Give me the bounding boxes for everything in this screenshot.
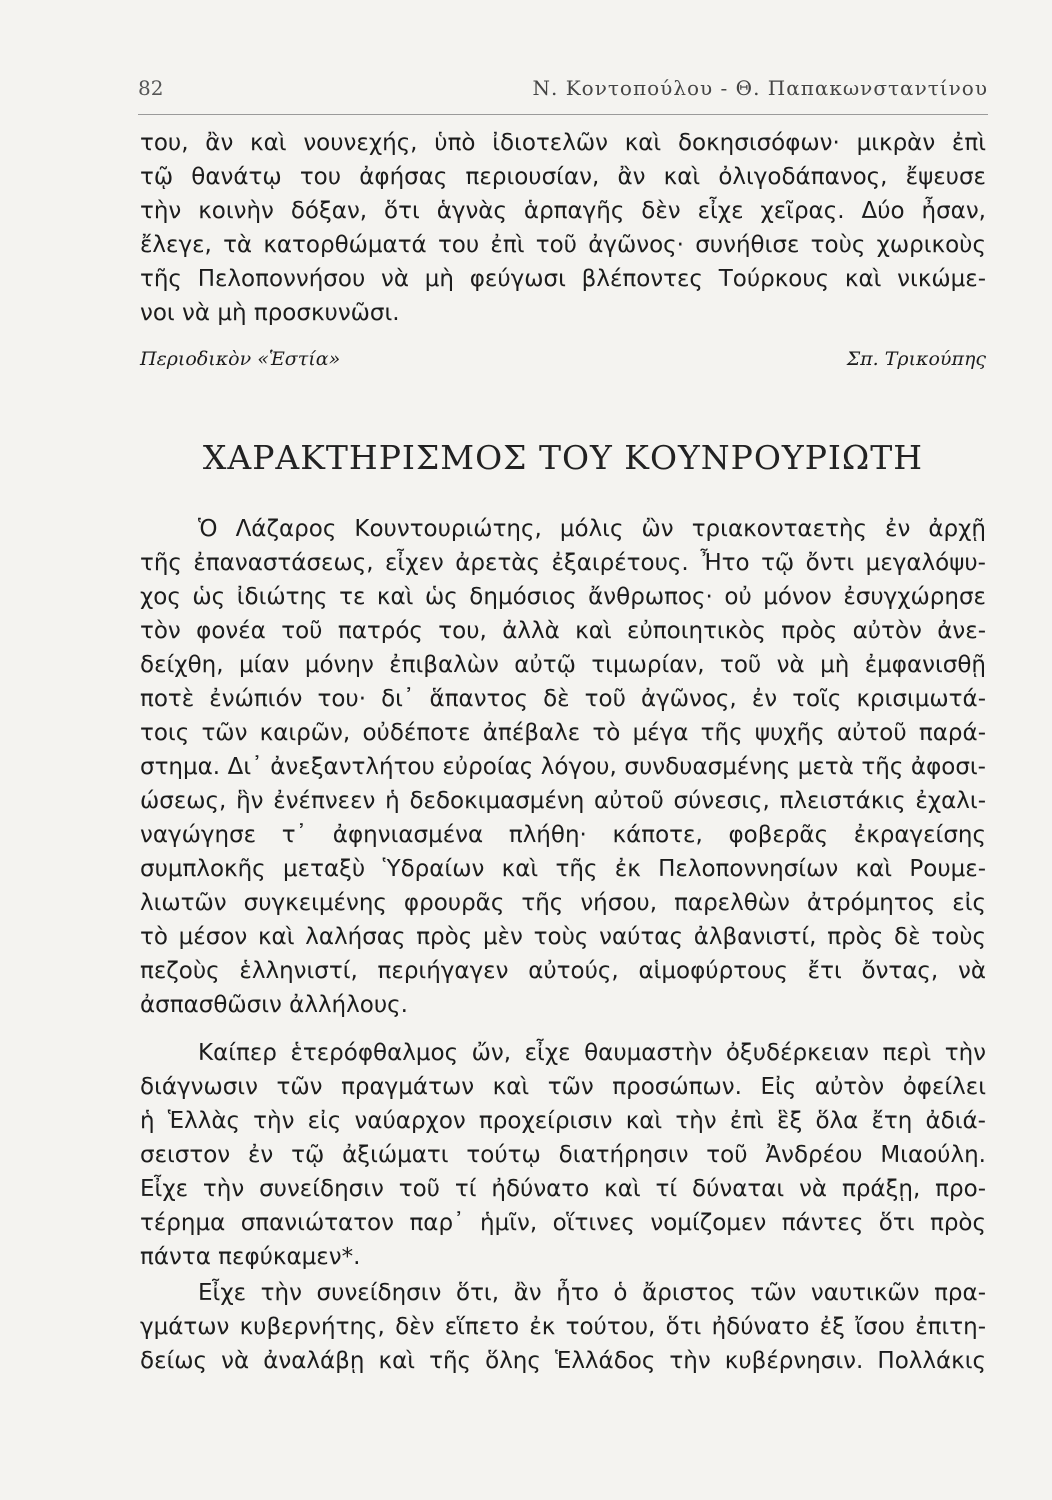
- text-line: ἡ Ἑλλὰς τὴν εἰς ναύαρχον προχείρισιν καὶ τὴν ἐπὶ ἓξ ὅλα ἔτη ἀδιά-: [140, 1108, 986, 1134]
- page-number: 82: [138, 76, 164, 100]
- text-line: ώσεως, ἣν ἐνέπνεεν ἡ δεδοκιμασμένη αὐτοῦ σύνεσις, πλειστάκις ἐχαλι-: [140, 788, 986, 814]
- text-line: Ὁ Λάζαρος Κουντουριώτης, μόλις ὢν τριακονταετὴς ἐν ἀρχῇ: [198, 516, 986, 542]
- text-line: τὴν κοινὴν δόξαν, ὅτι ἁγνὰς ἁρπαγῆς δὲν εἶχε χεῖρας. Δύο ἦσαν,: [140, 198, 986, 224]
- text-line: τὸ μέσον καὶ λαλήσας πρὸς μὲν τοὺς ναύτας ἀλβανιστί, πρὸς δὲ τοὺς: [140, 924, 986, 950]
- text-line: σειστον ἐν τῷ ἀξιώματι τούτῳ διατήρησιν τοῦ Ἀνδρέου Μιαούλη.: [140, 1142, 986, 1168]
- source-citation: [140, 344, 986, 376]
- paragraph-2: [140, 1036, 986, 1274]
- section-title: ΧΑΡΑΚΤΗΡΙΣΜΟΣ ΤΟΥ ΚΟΥΝΡΟΥΡΙΩΤΗ: [202, 438, 924, 477]
- page-header: [138, 74, 988, 115]
- text-line: τῆς Πελοποννήσου νὰ μὴ φεύγωσι βλέποντες Τούρκους καὶ νικώμε-: [140, 266, 986, 292]
- text-line: Εἶχε τὴν συνείδησιν τοῦ τί ἠδύνατο καὶ τί δύναται νὰ πράξῃ, προ-: [140, 1176, 986, 1202]
- text-line: στημα. Δι᾽ ἀνεξαντλήτου εὐροίας λόγου, συνδυασμένης μετὰ τῆς ἀφοσι-: [140, 754, 986, 780]
- source-periodical: Περιοδικὸν «Ἑστία»: [140, 348, 341, 370]
- text-line: τοις τῶν καιρῶν, οὐδέποτε ἀπέβαλε τὸ μέγα τῆς ψυχῆς αὐτοῦ παρά-: [140, 720, 986, 746]
- text-line: ναγώγησε τ᾽ ἀφηνιασμένα πλήθη· κάποτε, φοβερᾶς ἐκραγείσης: [140, 822, 986, 848]
- text-line: γμάτων κυβερνήτης, δὲν εἵπετο ἐκ τούτου, ὅτι ἠδύνατο ἐξ ἴσου ἐπιτη-: [140, 1314, 986, 1340]
- text-line: δείχθη, μίαν μόνην ἐπιβαλὼν αὐτῷ τιμωρίαν, τοῦ νὰ μὴ ἐμφανισθῇ: [140, 652, 986, 678]
- intro-paragraph: [140, 126, 986, 330]
- text-line: δείως νὰ ἀναλάβῃ καὶ τῆς ὅλης Ἑλλάδος τὴν κυβέρνησιν. Πολλάκις: [140, 1348, 986, 1374]
- text-line: ἔλεγε, τὰ κατορθώματά του ἐπὶ τοῦ ἀγῶνος· συνήθισε τοὺς χωρικοὺς: [140, 232, 986, 258]
- text-line: χος ὡς ἰδιώτης τε καὶ ὡς δημόσιος ἄνθρωπος· οὐ μόνον ἐσυγχώρησε: [140, 584, 986, 610]
- text-line: του, ἂν καὶ νουνεχής, ὑπὸ ἰδιοτελῶν καὶ δοκησισόφων· μικρὰν ἐπὶ: [140, 130, 986, 156]
- paragraph-1: [140, 512, 986, 1022]
- text-line: τῷ θανάτῳ του ἀφήσας περιουσίαν, ἂν καὶ ὀλιγοδάπανος, ἔψευσε: [140, 164, 986, 190]
- text-line: πεζοὺς ἑλληνιστί, περιήγαγεν αὐτούς, αἱμοφύρτους ἔτι ὄντας, νὰ: [140, 958, 986, 984]
- text-line: ποτὲ ἐνώπιόν του· δι᾽ ἅπαντος δὲ τοῦ ἀγῶνος, ἐν τοῖς κρισιμωτά-: [140, 686, 986, 712]
- text-line: νοι νὰ μὴ προσκυνῶσι.: [140, 300, 400, 326]
- text-line: τῆς ἐπαναστάσεως, εἶχεν ἀρετὰς ἐξαιρέτους. Ἦτο τῷ ὄντι μεγαλόψυ-: [140, 550, 986, 576]
- text-line: ἀσπασθῶσιν ἀλλήλους.: [140, 992, 408, 1018]
- text-line: τέρημα σπανιώτατον παρ᾽ ἡμῖν, οἵτινες νομίζομεν πάντες ὅτι πρὸς: [140, 1210, 986, 1236]
- source-author: Σπ. Τρικούπης: [846, 348, 986, 370]
- running-head: Ν. Κοντοπούλου - Θ. Παπακωνσταντίνου: [532, 76, 988, 100]
- text-line: Εἶχε τὴν συνείδησιν ὅτι, ἂν ἦτο ὁ ἄριστος τῶν ναυτικῶν πρα-: [198, 1280, 986, 1306]
- text-line: πάντα πεφύκαμεν*.: [140, 1244, 361, 1270]
- text-line: τὸν φονέα τοῦ πατρός του, ἀλλὰ καὶ εὐποιητικὸς πρὸς αὐτὸν ἀνε-: [140, 618, 986, 644]
- text-line: συμπλοκῆς μεταξὺ Ὑδραίων καὶ τῆς ἐκ Πελοποννησίων καὶ Ρουμε-: [140, 856, 986, 882]
- text-line: διάγνωσιν τῶν πραγμάτων καὶ τῶν προσώπων. Εἰς αὐτὸν ὀφείλει: [140, 1074, 986, 1100]
- text-line: λιωτῶν συγκειμένης φρουρᾶς τῆς νήσου, παρελθὼν ἀτρόμητος εἰς: [140, 890, 986, 916]
- paragraph-3: [140, 1276, 986, 1378]
- text-line: Καίπερ ἑτερόφθαλμος ὤν, εἶχε θαυμαστὴν ὀξυδέρκειαν περὶ τὴν: [198, 1040, 986, 1066]
